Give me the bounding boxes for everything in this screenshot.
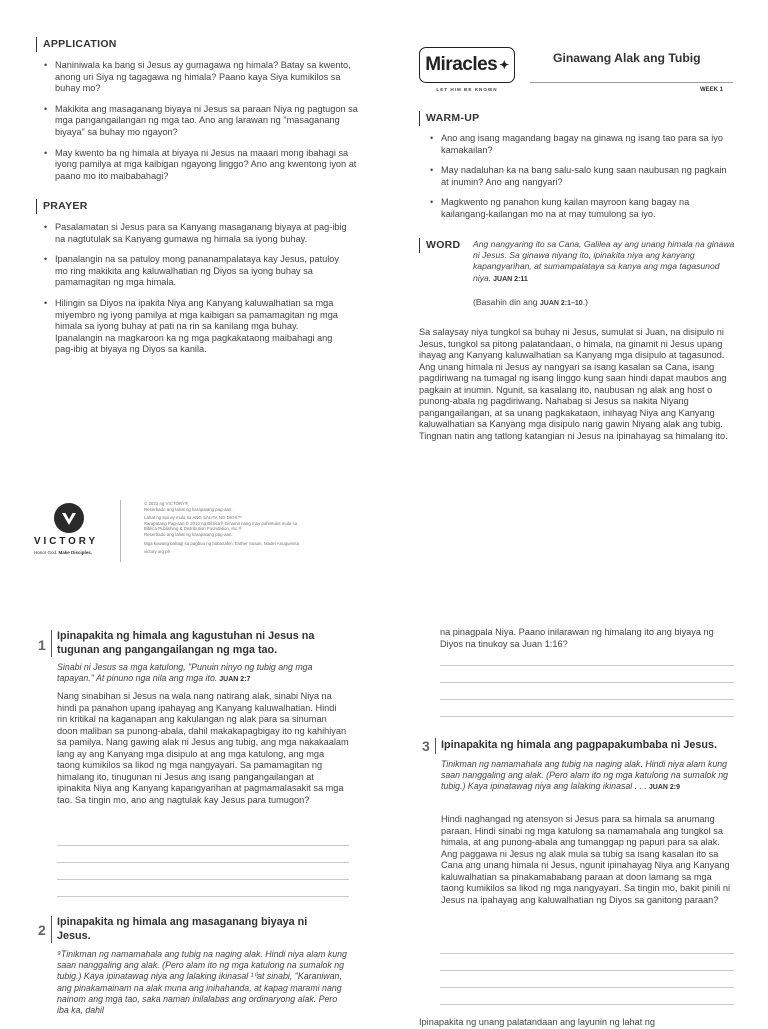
week-label: WEEK 1 — [700, 87, 724, 93]
answer-line — [57, 896, 349, 897]
list-item: • Ipanalangin na sa patuloy mong pananampalataya kay Jesus, patuloy mo ring makikita ang kaluwalhatian ng Diyos sa iyong buhay sa pamamagitan ng mga himala. — [42, 254, 347, 289]
also-read: (Basahin din ang JUAN 2:1–10.) — [473, 297, 588, 307]
warmup-list — [428, 133, 728, 230]
lesson-title: Ginawang Alak ang Tubig — [553, 51, 701, 65]
question-2-bar — [51, 916, 52, 943]
application-heading: APPLICATION — [36, 37, 117, 52]
answer-line — [440, 953, 734, 954]
victory-tagline: Honor God. Make Disciples. — [34, 550, 93, 555]
series-tagline: LET HIM BE KNOWN — [436, 87, 498, 92]
question-2-number: 2 — [38, 922, 46, 938]
word-verse: Ang nangyaring ito sa Cana, Galilea ay ang unang himala na ginawa ni Jesus. Sa ginawa niyang ito, ipinakita niya ang kanyang kapangyarihan, at sumampalataya sa kanya ang mga tagasunod niya. JUAN 2:11 — [473, 239, 735, 283]
miracles-logo: Miracles ✦ — [419, 47, 515, 83]
list-item: • Ano ang isang magandang bagay na ginawa ng isang tao para sa iyo kamakailan? — [428, 133, 728, 156]
question-3-number: 3 — [422, 738, 430, 754]
bottom-cut-text: Ipinapakita ng unang palatandaan ang layunin ng lahat ng — [419, 1017, 656, 1027]
question-3-verse: Tinikman ng namamahala ang tubig na naging alak. Hindi niya alam kung saan nanggaling ang alak. (Pero alam ito ng mga katulong na sumalok ng tubig.) Kaya ipinatawag niya ang lalaking ikinasal . . . JUAN 2:9 — [441, 759, 729, 792]
question-2-continued: na pinagpala Niya. Paano inilarawan ng himalang ito ang biyaya ng Diyos na tinukoy sa Juan 1:16? — [440, 627, 714, 649]
list-item: • Makikita ang masaganang biyaya ni Jesus sa paraan Niya ng pagtugon sa mga pangangailangan ng mga tao. Ano ang larawan ng "masaganang biyaya" sa buhay mo ngayon? — [42, 104, 360, 139]
question-1-bar — [51, 630, 52, 657]
list-item: • Magkwento ng panahon kung kailan mayroon kang bagay na kailangang-kailangan mo na at may tumulong sa iyo. — [428, 197, 728, 220]
answer-line — [440, 665, 734, 666]
question-1-verse: Sinabi ni Jesus sa mga katulong, "Punuin ninyo ng tubig ang mga tapayan." At pinuno nga nila ang mga ito. JUAN 2:7 — [57, 662, 313, 684]
word-body: Sa salaysay niya tungkol sa buhay ni Jesus, sumulat si Juan, na disipulo ni Jesus, tungkol sa pitong palatandaan, o himala, na ginamit ni Jesus upang ihayag ang Kanyang kaluwalhatian sa Kanyang mga disipulo at tagasunod. Ang unang himala ni Jesus ay nangyari sa isang kasalan sa Cana, isang pagdiriwang na tumagal ng isang linggo kung saan hindi dapat maubos ang pagkain at inumin. Ngunit, sa kasalang ito, naubusan ng alak ang host o punong-abala ng pagdiriwang. Nahabag si Jesus sa nakita Niyang pangangailangan, at sa unang pagkakataon, inihayag Niya ang Kanyang kaluwalhatian sa Kanyang mga disipulo nang gawin Niyang alak ang tubig. Tingnan natin ang tatlong katangian ni Jesus na ipinahayag sa himalang ito. — [419, 327, 728, 441]
list-item: • Pasalamatan si Jesus para sa Kanyang masaganang biyaya at pag-ibig na nagtutulak sa Kanyang gumawa ng himala sa iyong buhay. — [42, 222, 347, 245]
question-3-title: Ipinapakita ng himala ang pagpapakumbaba ni Jesus. — [441, 739, 717, 751]
question-1-title: Ipinapakita ng himala ang kagustuhan ni Jesus na tugunan ang pangangailangan ng mga tao. — [57, 630, 315, 656]
title-divider — [530, 82, 733, 83]
question-1-number: 1 — [38, 637, 46, 653]
victory-wordmark: VICTORY — [34, 536, 99, 547]
answer-line — [57, 879, 349, 880]
answer-line — [440, 987, 734, 988]
prayer-heading: PRAYER — [36, 199, 88, 214]
question-3-body: Hindi naghangad ng atensyon si Jesus para sa himala sa anumang paraan. Hindi sinabi ng mga katulong sa namamahala ang tungkol sa himala, at ang punong-abala ang tumanggap ng papuri para sa alak. Ang paggawa ni Jesus ng alak mula sa tubig sa isang kasalan ito sa Cana ang unang himala ni Jesus, ngunit ipinahayag Niya ang Kanyang kaluwalhatian sa pinakamababang paraan at doon lamang sa mga taong kumikilos sa likod ng mga nangyayari. Sa tingin mo, bakit pinili ni Jesus na ipahayag ang kaluwalhatian ng Diyos sa ganitong paraan? — [441, 814, 731, 905]
answer-line — [57, 862, 349, 863]
question-2-verse: ⁹Tinikman ng namamahala ang tubig na naging alak. Hindi niya alam kung saan nanggaling ang alak. (Pero alam ito ng mga katulong na sumalok ng tubig.) Kaya ipinatawag niya ang lalaking ikinasal ¹⁰at sinabi, "Karaniwan, ang pinakamainam na alak muna ang inihahanda, at kapag marami nang nainom ang mga tao, saka naman inilalabas ang ordinaryong alak. Pero iba ka, dahil — [57, 949, 347, 1016]
list-item: • May nadaluhan ka na bang salu-salo kung saan naubusan ng pagkain at inumin? Ano ang nangyari? — [428, 165, 728, 188]
list-item: • Naniniwala ka bang si Jesus ay gumagawa ng himala? Batay sa kwento, anong uri Siya ng tagagawa ng himala? Paano kaya Siya kumikilos sa buhay mo? — [42, 60, 360, 95]
list-item: • Hilingin sa Diyos na ipakita Niya ang Kanyang kaluwalhatian sa mga miyembro ng iyong pamilya at mga kaibigan sa pamamagitan ng mga himala sa iyong buhay at pati na rin sa kanilang mga buhay. Ipanalangin na magkaroon ka ng mga pagkakataong maibahagi ang pag-ibig at biyaya ng Diyos sa kanila. — [42, 298, 347, 356]
application-list — [42, 60, 360, 191]
answer-line — [440, 970, 734, 971]
question-3-bar — [435, 738, 436, 754]
footer-legal: © 2023 ng VICTORY® Reserbado ang lahat ng karapatang pag-aari. Lahat ng sipi ay mula sa ANG SALITA NG DIOS™ Karapatang Pag-aari © 2010 ng Biblica® Ginamit nang may pahintulot mula sa Biblica Publishing & Distribution Foundation, Inc.® Reserbado ang lahat ng karapatang pag-aari. Mga kuwang bahagi sa pagbuo ng babasahin: Esther Susan, Madel Anuguenita victory.org.ph — [144, 501, 300, 555]
answer-line — [440, 682, 734, 683]
answer-line — [57, 845, 349, 846]
question-1-body: Nang sinabihan si Jesus na wala nang natirang alak, sinabi Niya na hindi pa panahon upang ipahayag ang Kanyang kaluwalhatian. Hindi rin kritikal na kaganapan ang kakulangan ng alak para sa sinuman doon maliban sa punong-abala, dahil makakapagbigay ito ng kahihiyan sa pamilya. Nang gawing alak ni Jesus ang tubig, ang mga nakakaalam lang ay ang Kanyang mga disipulo at ang mga katulong, ang mga taong kumikilos sa likod ng mga nangyayari. Sa pamamagitan ng himalang ito, tinugunan ni Jesus ang isang pangangailangan at ipinakita Niya ang Kanyang kapangyarihan at pagmamalasakit sa mga tao. Sa tingin mo, ano ang nagtulak kay Jesus para tumugon? — [57, 691, 349, 805]
footer-divider — [120, 500, 121, 562]
list-item: • May kwento ba ng himala at biyaya ni Jesus na maaari mong ibahagi sa iyong pamilya at mga kaibigan ngayong linggo? Ano ang kwentong iyon at paano mo ito maibabahagi? — [42, 148, 360, 183]
answer-line — [440, 699, 734, 700]
victory-logo-icon — [54, 503, 84, 533]
answer-line — [440, 1004, 734, 1005]
word-heading: WORD — [419, 238, 460, 253]
warmup-heading: WARM-UP — [419, 111, 479, 126]
prayer-list — [42, 222, 347, 365]
answer-line — [440, 716, 734, 717]
question-2-title: Ipinapakita ng himala ang masaganang biyaya ni Jesus. — [57, 916, 308, 942]
